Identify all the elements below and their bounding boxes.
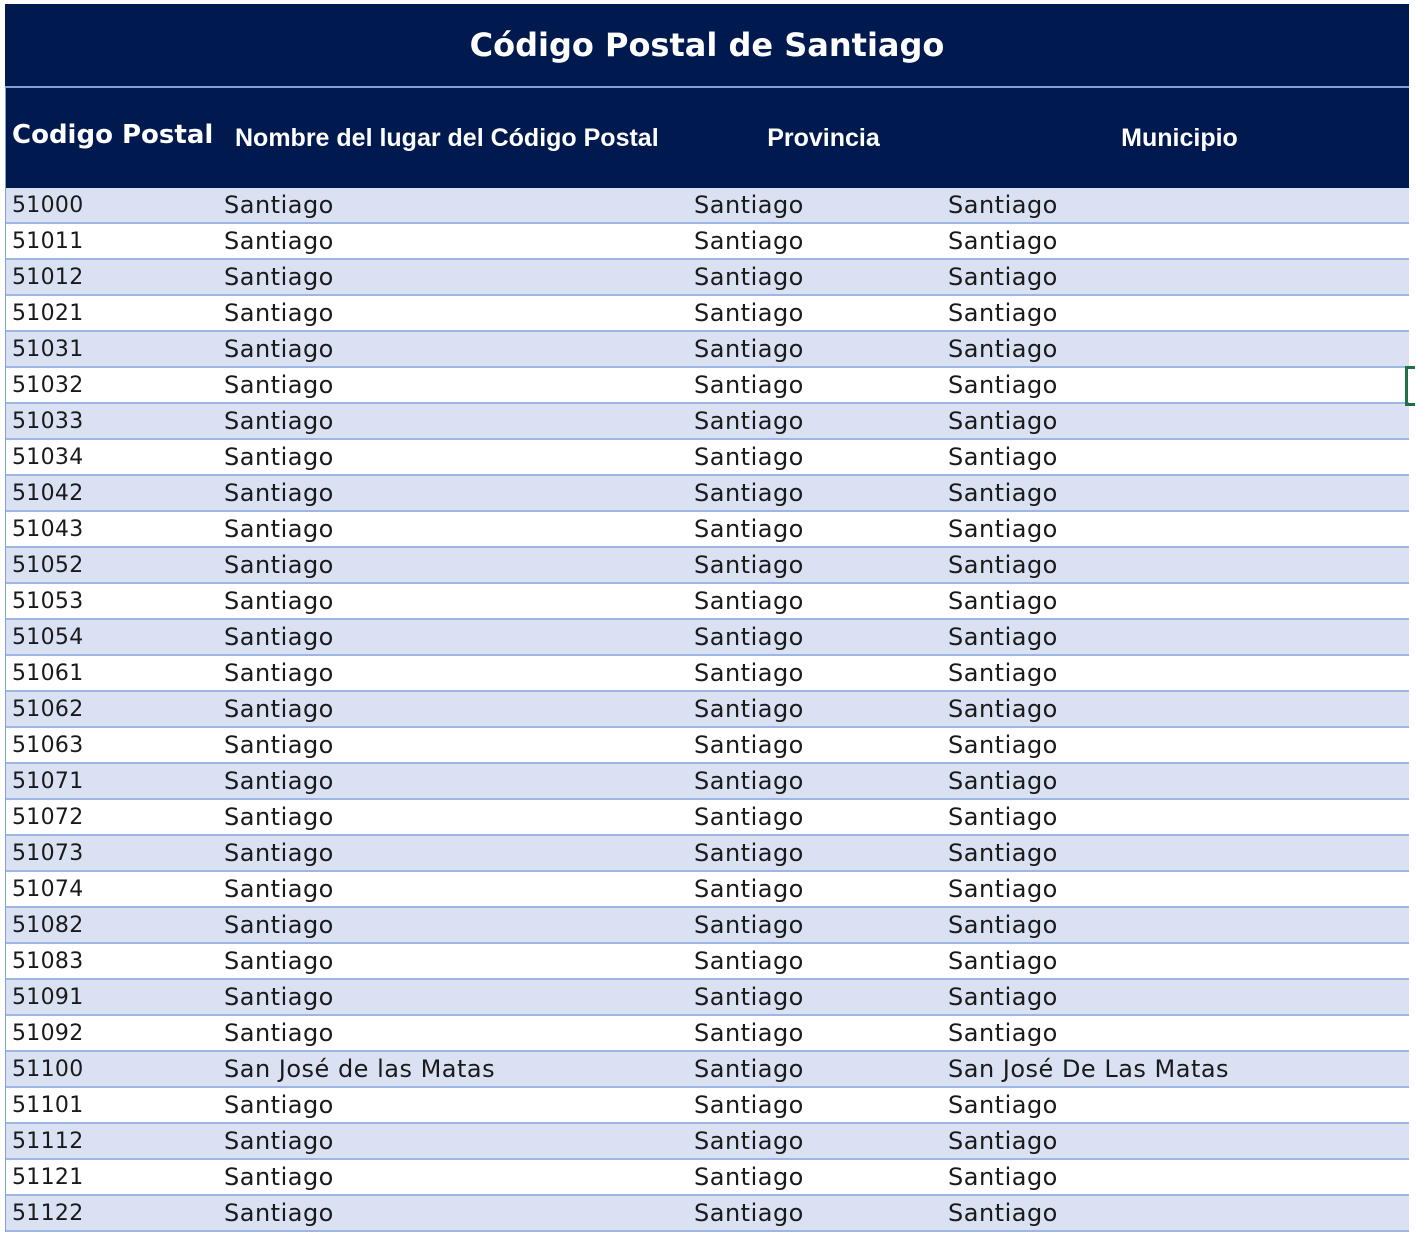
cell-provincia[interactable]: Santiago [694,911,804,939]
table-row [6,512,1409,548]
cell-municipio[interactable]: Santiago [948,659,1058,687]
cell-provincia[interactable]: Santiago [694,623,804,651]
cell-municipio[interactable]: San José De Las Matas [948,1055,1230,1083]
table-row [6,656,1409,692]
cell-nombre-lugar[interactable]: Santiago [224,731,334,759]
cell-codigo-postal[interactable]: 51053 [12,588,84,614]
column-header-nombre-lugar[interactable]: Nombre del lugar del Código Postal [235,123,659,152]
cell-nombre-lugar[interactable]: Santiago [224,1127,334,1155]
cell-nombre-lugar[interactable]: Santiago [224,1163,334,1191]
cell-codigo-postal[interactable]: 51091 [12,984,84,1010]
cell-provincia[interactable]: Santiago [694,767,804,795]
cell-codigo-postal[interactable]: 51033 [12,408,84,434]
cell-codigo-postal[interactable]: 51083 [12,948,84,974]
table-row [6,1196,1409,1232]
cell-municipio[interactable]: Santiago [948,803,1058,831]
cell-codigo-postal[interactable]: 51100 [12,1056,84,1082]
cell-nombre-lugar[interactable]: Santiago [224,695,334,723]
table-row [6,1124,1409,1160]
cell-municipio[interactable]: Santiago [948,875,1058,903]
cell-codigo-postal[interactable]: 51061 [12,660,84,686]
cell-codigo-postal[interactable]: 51112 [12,1128,84,1154]
cell-provincia[interactable]: Santiago [694,1163,804,1191]
cell-nombre-lugar[interactable]: Santiago [224,443,334,471]
cell-codigo-postal[interactable]: 51101 [12,1092,84,1118]
cell-municipio[interactable]: Santiago [948,263,1058,291]
cell-nombre-lugar[interactable]: Santiago [224,551,334,579]
cell-municipio[interactable]: Santiago [948,299,1058,327]
cell-codigo-postal[interactable]: 51082 [12,912,84,938]
cell-municipio[interactable]: Santiago [948,695,1058,723]
cell-provincia[interactable]: Santiago [694,479,804,507]
table-row [6,1160,1409,1196]
cell-codigo-postal[interactable]: 51012 [12,264,84,290]
cell-provincia[interactable]: Santiago [694,407,804,435]
cell-provincia[interactable]: Santiago [694,1127,804,1155]
cell-municipio[interactable]: Santiago [948,479,1058,507]
cell-codigo-postal[interactable]: 51122 [12,1200,84,1226]
cell-municipio[interactable]: Santiago [948,947,1058,975]
cell-municipio[interactable]: Santiago [948,587,1058,615]
cell-municipio[interactable]: Santiago [948,1091,1058,1119]
cell-provincia[interactable]: Santiago [694,659,804,687]
cell-nombre-lugar[interactable]: Santiago [224,767,334,795]
cell-nombre-lugar[interactable]: Santiago [224,1019,334,1047]
cell-nombre-lugar[interactable]: Santiago [224,983,334,1011]
cell-provincia[interactable]: Santiago [694,443,804,471]
cell-municipio[interactable]: Santiago [948,623,1058,651]
cell-codigo-postal[interactable]: 51052 [12,552,84,578]
cell-codigo-postal[interactable]: 51054 [12,624,84,650]
cell-nombre-lugar[interactable]: Santiago [224,1091,334,1119]
cell-codigo-postal[interactable]: 51042 [12,480,84,506]
cell-nombre-lugar[interactable]: Santiago [224,263,334,291]
cell-provincia[interactable]: Santiago [694,191,804,219]
active-cell-indicator [1405,366,1415,406]
cell-nombre-lugar[interactable]: San José de las Matas [224,1055,496,1083]
cell-provincia[interactable]: Santiago [694,587,804,615]
table-row [6,332,1409,368]
cell-nombre-lugar[interactable]: Santiago [224,227,334,255]
cell-nombre-lugar[interactable]: Santiago [224,839,334,867]
table-title[interactable]: Código Postal de Santiago [5,4,1409,88]
cell-nombre-lugar[interactable]: Santiago [224,335,334,363]
table-row [6,188,1409,224]
cell-provincia[interactable]: Santiago [694,839,804,867]
table-row [6,908,1409,944]
table-row [6,440,1409,476]
table-row [6,728,1409,764]
cell-codigo-postal[interactable]: 51072 [12,804,84,830]
cell-provincia[interactable]: Santiago [694,1055,804,1083]
cell-municipio[interactable]: Santiago [948,1199,1058,1227]
cell-codigo-postal[interactable]: 51092 [12,1020,84,1046]
cell-codigo-postal[interactable]: 51063 [12,732,84,758]
cell-codigo-postal[interactable]: 51011 [12,228,84,254]
spreadsheet-table [5,4,1409,1232]
table-row [6,620,1409,656]
cell-municipio[interactable]: Santiago [948,1127,1058,1155]
cell-nombre-lugar[interactable]: Santiago [224,371,334,399]
table-row [6,260,1409,296]
table-row [6,404,1409,440]
table-row [6,548,1409,584]
cell-municipio[interactable]: Santiago [948,1163,1058,1191]
table-body [5,188,1409,1232]
table-row [6,584,1409,620]
table-row [6,224,1409,260]
cell-nombre-lugar[interactable]: Santiago [224,623,334,651]
table-row [6,944,1409,980]
cell-codigo-postal[interactable]: 51121 [12,1164,84,1190]
cell-nombre-lugar[interactable]: Santiago [224,515,334,543]
table-row [6,692,1409,728]
cell-provincia[interactable]: Santiago [694,947,804,975]
cell-nombre-lugar[interactable]: Santiago [224,191,334,219]
table-row [6,764,1409,800]
cell-municipio[interactable]: Santiago [948,911,1058,939]
cell-municipio[interactable]: Santiago [948,335,1058,363]
table-row [6,476,1409,512]
column-header-codigo-postal[interactable]: Codigo Postal [12,120,214,150]
cell-nombre-lugar[interactable]: Santiago [224,875,334,903]
cell-nombre-lugar[interactable]: Santiago [224,803,334,831]
table-row [6,872,1409,908]
cell-municipio[interactable]: Santiago [948,371,1058,399]
table-row [6,1016,1409,1052]
cell-codigo-postal[interactable]: 51034 [12,444,84,470]
cell-provincia[interactable]: Santiago [694,551,804,579]
cell-codigo-postal[interactable]: 51073 [12,840,84,866]
cell-provincia[interactable]: Santiago [694,515,804,543]
cell-nombre-lugar[interactable]: Santiago [224,911,334,939]
cell-provincia[interactable]: Santiago [694,803,804,831]
cell-municipio[interactable]: Santiago [948,767,1058,795]
cell-codigo-postal[interactable]: 51000 [12,192,84,218]
cell-nombre-lugar[interactable]: Santiago [224,407,334,435]
cell-nombre-lugar[interactable]: Santiago [224,947,334,975]
table-row [6,1088,1409,1124]
cell-nombre-lugar[interactable]: Santiago [224,299,334,327]
table-row [6,296,1409,332]
cell-codigo-postal[interactable]: 51031 [12,336,84,362]
cell-municipio[interactable]: Santiago [948,191,1058,219]
column-header-municipio[interactable]: Municipio [1121,123,1238,152]
table-row [6,800,1409,836]
cell-provincia[interactable]: Santiago [694,263,804,291]
cell-provincia[interactable]: Santiago [694,983,804,1011]
cell-provincia[interactable]: Santiago [694,299,804,327]
cell-municipio[interactable]: Santiago [948,983,1058,1011]
cell-municipio[interactable]: Santiago [948,515,1058,543]
cell-provincia[interactable]: Santiago [694,1019,804,1047]
cell-municipio[interactable]: Santiago [948,1019,1058,1047]
cell-nombre-lugar[interactable]: Santiago [224,587,334,615]
cell-provincia[interactable]: Santiago [694,875,804,903]
cell-nombre-lugar[interactable]: Santiago [224,479,334,507]
cell-codigo-postal[interactable]: 51043 [12,516,84,542]
cell-codigo-postal[interactable]: 51032 [12,372,84,398]
cell-codigo-postal[interactable]: 51074 [12,876,84,902]
cell-municipio[interactable]: Santiago [948,407,1058,435]
cell-provincia[interactable]: Santiago [694,695,804,723]
table-row [6,368,1409,404]
cell-nombre-lugar[interactable]: Santiago [224,1199,334,1227]
cell-codigo-postal[interactable]: 51071 [12,768,84,794]
cell-provincia[interactable]: Santiago [694,731,804,759]
cell-provincia[interactable]: Santiago [694,335,804,363]
table-row [6,980,1409,1016]
cell-nombre-lugar[interactable]: Santiago [224,659,334,687]
cell-municipio[interactable]: Santiago [948,731,1058,759]
table-row [6,836,1409,872]
column-header-provincia[interactable]: Provincia [767,123,880,152]
cell-codigo-postal[interactable]: 51062 [12,696,84,722]
cell-provincia[interactable]: Santiago [694,1199,804,1227]
cell-provincia[interactable]: Santiago [694,227,804,255]
cell-codigo-postal[interactable]: 51021 [12,300,84,326]
cell-municipio[interactable]: Santiago [948,227,1058,255]
cell-provincia[interactable]: Santiago [694,1091,804,1119]
table-row [6,1052,1409,1088]
column-header-row [5,88,1409,188]
cell-municipio[interactable]: Santiago [948,839,1058,867]
cell-municipio[interactable]: Santiago [948,551,1058,579]
cell-municipio[interactable]: Santiago [948,443,1058,471]
cell-provincia[interactable]: Santiago [694,371,804,399]
